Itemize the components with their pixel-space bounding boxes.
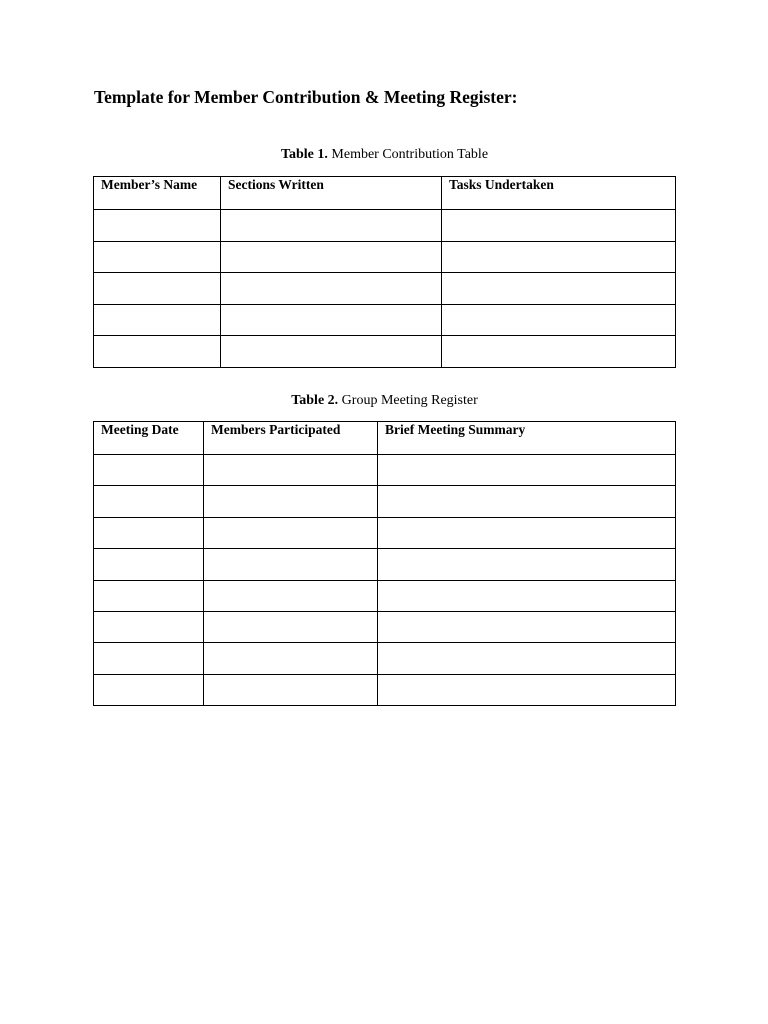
table-1-caption xyxy=(94,147,675,163)
table-cell xyxy=(94,455,204,486)
table-row xyxy=(94,304,676,336)
table-cell xyxy=(204,486,378,517)
header-brief-meeting-summary: Brief Meeting Summary xyxy=(378,422,676,455)
table-row xyxy=(94,643,676,674)
table-cell xyxy=(94,517,204,548)
table-row xyxy=(94,580,676,611)
table-cell xyxy=(94,273,221,305)
header-members-name: Member’s Name xyxy=(94,177,221,210)
table-cell xyxy=(221,210,442,242)
table-cell xyxy=(378,643,676,674)
table-2-caption-text: Group Meeting Register xyxy=(338,393,478,408)
table-cell xyxy=(378,549,676,580)
table-cell xyxy=(204,643,378,674)
table-2-caption-label: Table 2. xyxy=(291,393,339,408)
table-2-caption xyxy=(94,393,675,409)
table-cell xyxy=(378,517,676,548)
table-1-caption-label: Table 1. xyxy=(280,147,328,162)
table-cell xyxy=(442,210,676,242)
table-cell xyxy=(94,486,204,517)
table-cell xyxy=(204,549,378,580)
table-row xyxy=(94,549,676,580)
table-cell xyxy=(94,643,204,674)
header-meeting-date: Meeting Date xyxy=(94,422,204,455)
group-meeting-register-table xyxy=(93,421,676,706)
table-cell xyxy=(94,336,221,368)
table-cell xyxy=(378,674,676,705)
table-row xyxy=(94,241,676,273)
table-cell xyxy=(204,674,378,705)
header-tasks-undertaken: Tasks Undertaken xyxy=(442,177,676,210)
table-cell xyxy=(442,304,676,336)
header-sections-written: Sections Written xyxy=(221,177,442,210)
table-cell xyxy=(378,580,676,611)
table-cell xyxy=(204,580,378,611)
table-cell xyxy=(94,674,204,705)
table-2-header-row xyxy=(94,422,676,455)
table-cell xyxy=(378,455,676,486)
table-1-header-row xyxy=(94,177,676,210)
table-cell xyxy=(378,486,676,517)
table-row xyxy=(94,674,676,705)
table-row xyxy=(94,273,676,305)
member-contribution-table xyxy=(93,176,676,368)
table-row xyxy=(94,455,676,486)
table-row xyxy=(94,336,676,368)
table-cell xyxy=(442,273,676,305)
table-cell xyxy=(94,549,204,580)
table-row xyxy=(94,611,676,642)
table-cell xyxy=(204,517,378,548)
table-cell xyxy=(94,241,221,273)
table-cell xyxy=(442,241,676,273)
table-cell xyxy=(94,611,204,642)
table-cell xyxy=(94,304,221,336)
table-cell xyxy=(442,336,676,368)
table-cell xyxy=(94,580,204,611)
table-row xyxy=(94,210,676,242)
table-cell xyxy=(94,210,221,242)
table-cell xyxy=(378,611,676,642)
table-row xyxy=(94,517,676,548)
table-1-caption-text: Member Contribution Table xyxy=(327,147,489,162)
header-members-participated: Members Participated xyxy=(204,422,378,455)
table-cell xyxy=(204,455,378,486)
page-title: Template for Member Contribution & Meeting Register: xyxy=(94,87,518,107)
table-cell xyxy=(221,304,442,336)
table-cell xyxy=(221,273,442,305)
table-cell xyxy=(204,611,378,642)
table-row xyxy=(94,486,676,517)
table-cell xyxy=(221,241,442,273)
table-cell xyxy=(221,336,442,368)
